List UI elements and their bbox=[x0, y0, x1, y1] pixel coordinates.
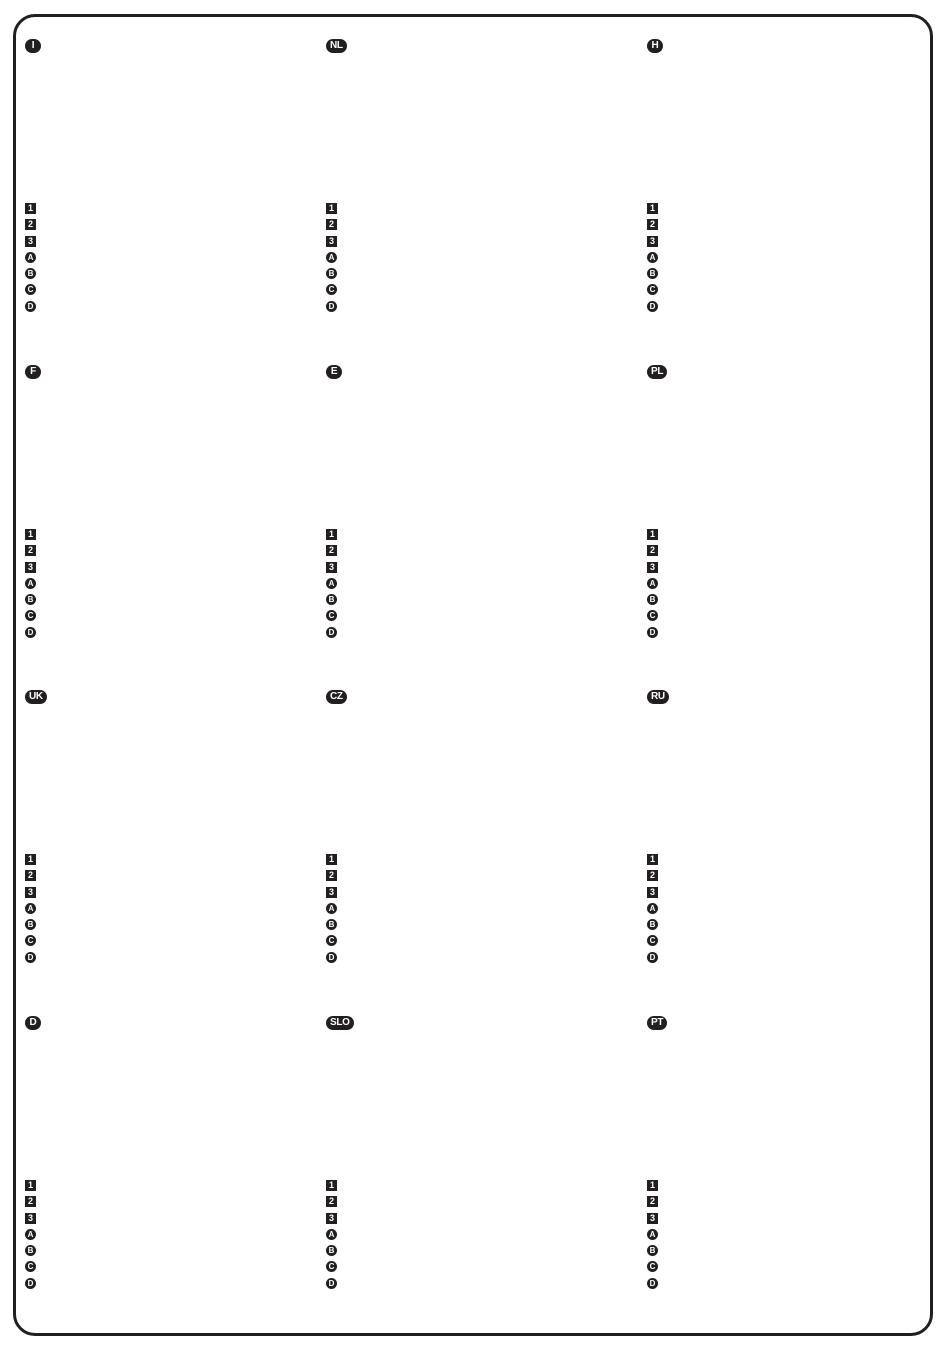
language-section-f bbox=[25, 365, 305, 665]
number-marker: 3 bbox=[326, 562, 337, 573]
number-marker: 3 bbox=[647, 1213, 658, 1224]
letter-marker: C bbox=[326, 284, 337, 295]
language-section-cz bbox=[326, 690, 606, 990]
number-marker: 2 bbox=[647, 1196, 658, 1207]
number-marker: 3 bbox=[25, 562, 36, 573]
number-marker: 1 bbox=[647, 529, 658, 540]
letter-marker: D bbox=[326, 301, 337, 312]
number-marker: 2 bbox=[326, 219, 337, 230]
letter-marker: D bbox=[647, 952, 658, 963]
language-code-badge: PL bbox=[647, 365, 667, 379]
language-section-e bbox=[326, 365, 606, 665]
language-code-badge: NL bbox=[326, 39, 347, 53]
number-marker: 3 bbox=[25, 1213, 36, 1224]
letter-marker: B bbox=[25, 594, 36, 605]
letter-marker: C bbox=[326, 935, 337, 946]
number-marker: 1 bbox=[25, 854, 36, 865]
letter-marker: D bbox=[326, 952, 337, 963]
number-marker: 1 bbox=[25, 1180, 36, 1191]
letter-marker: A bbox=[25, 903, 36, 914]
number-marker: 2 bbox=[25, 1196, 36, 1207]
letter-marker: A bbox=[647, 903, 658, 914]
language-code-badge: D bbox=[25, 1016, 41, 1030]
letter-marker: D bbox=[326, 627, 337, 638]
letter-marker: D bbox=[25, 301, 36, 312]
letter-marker: B bbox=[326, 268, 337, 279]
letter-marker: A bbox=[647, 252, 658, 263]
letter-marker: B bbox=[647, 594, 658, 605]
number-marker: 1 bbox=[25, 203, 36, 214]
language-code-badge: PT bbox=[647, 1016, 667, 1030]
number-marker: 3 bbox=[326, 236, 337, 247]
letter-marker: D bbox=[326, 1278, 337, 1289]
letter-marker: B bbox=[25, 919, 36, 930]
number-marker: 1 bbox=[326, 203, 337, 214]
letter-marker: C bbox=[25, 284, 36, 295]
language-code-badge: RU bbox=[647, 690, 669, 704]
letter-marker: C bbox=[25, 1261, 36, 1272]
number-marker: 3 bbox=[647, 887, 658, 898]
number-marker: 1 bbox=[647, 203, 658, 214]
letter-marker: C bbox=[326, 1261, 337, 1272]
number-marker: 1 bbox=[326, 854, 337, 865]
letter-marker: A bbox=[647, 578, 658, 589]
letter-marker: C bbox=[647, 284, 658, 295]
letter-marker: C bbox=[25, 610, 36, 621]
letter-marker: B bbox=[647, 919, 658, 930]
number-marker: 2 bbox=[647, 219, 658, 230]
letter-marker: B bbox=[25, 1245, 36, 1256]
number-marker: 1 bbox=[647, 1180, 658, 1191]
letter-marker: A bbox=[326, 578, 337, 589]
letter-marker: B bbox=[326, 1245, 337, 1256]
letter-marker: B bbox=[326, 594, 337, 605]
language-section-nl bbox=[326, 39, 606, 339]
language-code-badge: H bbox=[647, 39, 663, 53]
number-marker: 2 bbox=[25, 545, 36, 556]
number-marker: 2 bbox=[326, 870, 337, 881]
number-marker: 1 bbox=[326, 529, 337, 540]
number-marker: 3 bbox=[647, 562, 658, 573]
number-marker: 3 bbox=[25, 887, 36, 898]
number-marker: 2 bbox=[326, 1196, 337, 1207]
number-marker: 3 bbox=[326, 887, 337, 898]
number-marker: 3 bbox=[326, 1213, 337, 1224]
number-marker: 1 bbox=[25, 529, 36, 540]
letter-marker: A bbox=[25, 1229, 36, 1240]
language-section-slo bbox=[326, 1016, 606, 1316]
letter-marker: D bbox=[25, 1278, 36, 1289]
number-marker: 3 bbox=[647, 236, 658, 247]
language-section-ru bbox=[647, 690, 927, 990]
letter-marker: C bbox=[647, 1261, 658, 1272]
number-marker: 2 bbox=[25, 219, 36, 230]
letter-marker: D bbox=[25, 627, 36, 638]
language-section-uk bbox=[25, 690, 305, 990]
number-marker: 2 bbox=[647, 545, 658, 556]
letter-marker: A bbox=[25, 252, 36, 263]
letter-marker: A bbox=[647, 1229, 658, 1240]
language-code-badge: F bbox=[25, 365, 41, 379]
letter-marker: B bbox=[647, 1245, 658, 1256]
letter-marker: D bbox=[647, 301, 658, 312]
language-section-pl bbox=[647, 365, 927, 665]
language-section-i bbox=[25, 39, 305, 339]
number-marker: 2 bbox=[25, 870, 36, 881]
letter-marker: A bbox=[25, 578, 36, 589]
language-code-badge: E bbox=[326, 365, 342, 379]
number-marker: 2 bbox=[647, 870, 658, 881]
letter-marker: A bbox=[326, 252, 337, 263]
language-code-badge: I bbox=[25, 39, 41, 53]
number-marker: 1 bbox=[326, 1180, 337, 1191]
letter-marker: D bbox=[647, 627, 658, 638]
letter-marker: C bbox=[25, 935, 36, 946]
number-marker: 2 bbox=[326, 545, 337, 556]
language-code-badge: SLO bbox=[326, 1016, 354, 1030]
letter-marker: A bbox=[326, 1229, 337, 1240]
letter-marker: B bbox=[25, 268, 36, 279]
letter-marker: C bbox=[647, 610, 658, 621]
letter-marker: A bbox=[326, 903, 337, 914]
letter-marker: C bbox=[647, 935, 658, 946]
letter-marker: D bbox=[25, 952, 36, 963]
language-code-badge: CZ bbox=[326, 690, 347, 704]
number-marker: 3 bbox=[25, 236, 36, 247]
letter-marker: B bbox=[647, 268, 658, 279]
letter-marker: B bbox=[326, 919, 337, 930]
letter-marker: D bbox=[647, 1278, 658, 1289]
language-code-badge: UK bbox=[25, 690, 47, 704]
language-section-d bbox=[25, 1016, 305, 1316]
letter-marker: C bbox=[326, 610, 337, 621]
number-marker: 1 bbox=[647, 854, 658, 865]
language-section-h bbox=[647, 39, 927, 339]
language-section-pt bbox=[647, 1016, 927, 1316]
